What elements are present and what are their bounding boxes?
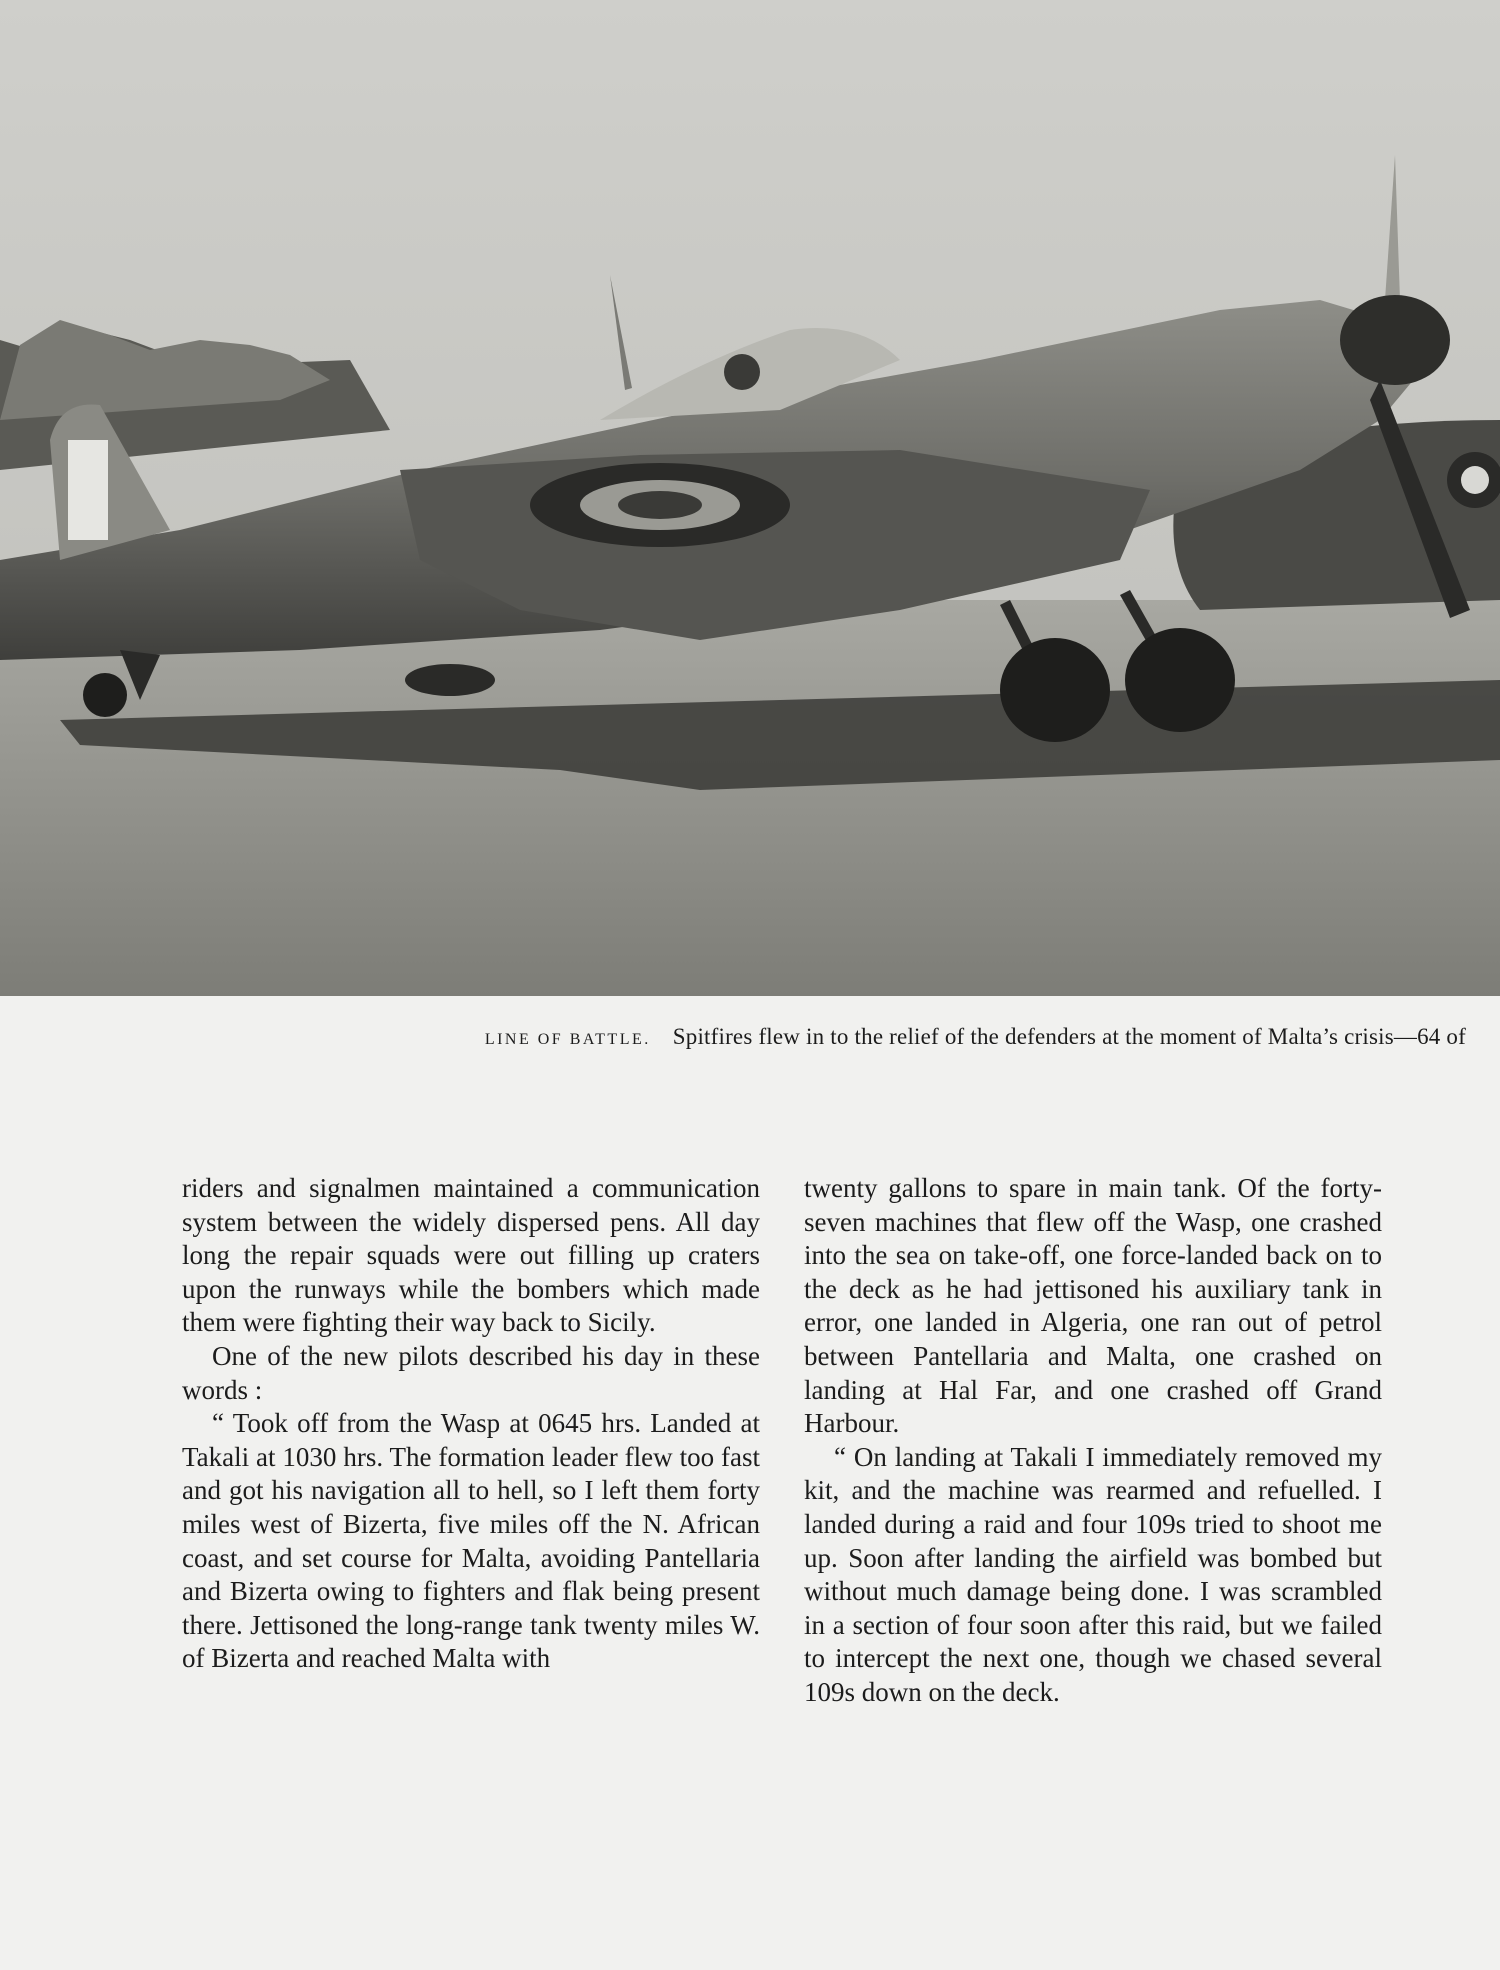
right-paragraph-1: twenty gallons to spare in main tank. Of the forty-seven machines that flew off the Wasp, one crashed into the sea on take-off, one force-landed back on to the deck as he had jettisoned his auxiliary tank in error, one landed in Algeria, one ran out of petrol between Pantellaria and Malta, one crashed on landing at Hal Far, and one crashed off Grand Harbour. bbox=[804, 1173, 1382, 1439]
left-paragraph-1: riders and signalmen maintained a communication system between the widely dispersed pens. All day long the repair squads were out filling up craters upon the runways while the bombers which made them were fighting their way back to Sicily. bbox=[182, 1173, 760, 1338]
left-column bbox=[182, 1172, 760, 1676]
left-paragraph-2: One of the new pilots described his day in these words : bbox=[182, 1340, 760, 1405]
left-paragraph-3: “ Took off from the Wasp at 0645 hrs. Landed at Takali at 1030 hrs. The formation leader flew too fast and got his navigation all to hell, so I left them forty miles west of Bizerta, five miles off the N. African coast, and set course for Malta, avoiding Pantellaria and Bizerta owing to fighters and flak being present there. Jettisoned the long-range tank twenty miles W. of Bizerta and reached Malta with bbox=[182, 1408, 760, 1674]
right-column bbox=[804, 1172, 1382, 1710]
photo-caption bbox=[0, 1024, 1466, 1050]
right-paragraph-2: “ On landing at Takali I immediately removed my kit, and the machine was rearmed and refuelled. I landed during a raid and four 109s tried to shoot me up. Soon after landing the airfield was bombed but without much damage being done. I was scrambled in a section of four soon after this raid, but we failed to intercept the next one, though we chased several 109s down on the deck. bbox=[804, 1441, 1382, 1707]
caption-text: Spitfires flew in to the relief of the defenders at the moment of Malta’s crisis—64 of bbox=[672, 1024, 1466, 1049]
caption-lead: LINE OF BATTLE. bbox=[484, 1031, 651, 1048]
